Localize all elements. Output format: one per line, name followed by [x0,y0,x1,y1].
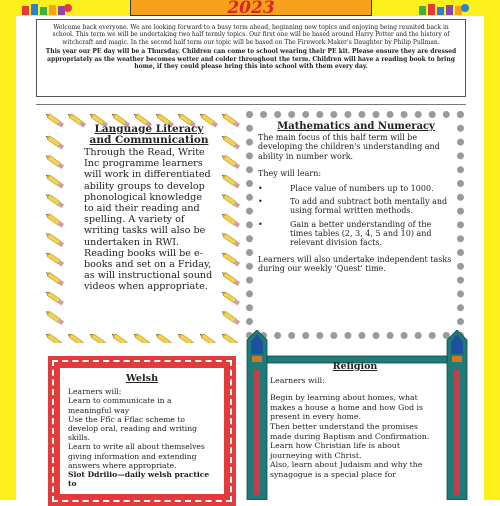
pencil-icon [45,134,64,149]
maths-list [258,184,454,247]
pencil-icon [221,112,240,127]
welsh-section [60,368,224,494]
pencil-icon [45,251,64,266]
pencil-icon [199,332,218,343]
language-body: Through the Read, Write Inc programme learners will work in differentiated ability groups to develop phonological knowledge to aid their reading and spelling. A variety of writing tasks will also be undertaken in RWI. Reading books will be e-books and set on a Friday, as will instructional sound videos when appropriate. [84,147,213,293]
pencil-icon [177,332,196,343]
pencil-icon [221,310,240,325]
pencil-icon [89,332,108,343]
religion-line [270,385,440,393]
pencil-icon [221,251,240,266]
list-item: • Place value of numbers up to 1000. [272,184,454,193]
pencil-icon [221,232,240,247]
school-logo-right [417,0,473,16]
intro-box [36,19,466,97]
maths-learn-label: They will learn: [258,168,322,178]
list-item: • To add and subtract both mentally and using formal written methods. [272,197,454,215]
pencil-icon [221,290,240,305]
pencil-icon [67,332,86,343]
divider [36,104,466,105]
pencil-icon [45,290,64,305]
pencil-icon [221,134,240,149]
pencil-icon [45,310,64,325]
pencil-icon [221,271,240,286]
religion-section [270,362,440,480]
intro-paragraph-1: Welcome back everyone. We are looking forward to a busy term ahead, beginning new topics and enjoying being reunited back in school. This term we will be undertaking two half termly topics. Our first one will be based around Harry Potter and the history of witchcraft and magic. In the second half term our topic will be based on The Firework Maker's Daughter by Philip Pullman. [52,24,450,46]
welsh-line: Slot Ddrilio—daily welsh practice to [68,470,210,489]
pencil-icon [155,332,174,343]
language-section [84,124,214,293]
welsh-line: Learners will: [68,387,122,397]
welsh-title: Welsh [125,373,159,384]
pencil-icon [221,173,240,188]
welsh-line: Learn to communicate in a meaningful way [68,396,172,415]
religion-line: Learners will: [270,375,325,385]
pencil-icon [45,193,64,208]
pencil-icon [45,232,64,247]
pencil-icon [45,173,64,188]
maths-title: Mathematics and Numeracy [277,121,435,132]
pencil-icon [221,212,240,227]
pencil-icon [133,332,152,343]
pencil-icon [45,112,64,127]
list-item: • Gain a better understanding of the times tables (2, 3, 4, 5 and 10) and relevant division facts. [272,220,454,248]
school-logo-left [20,0,76,16]
pencil-icon [45,212,64,227]
religion-line: Then better understand the promises made during Baptism and Confirmation. [270,421,430,441]
pencil-icon [45,271,64,286]
pencil-icon [221,332,240,343]
pencil-icon [221,193,240,208]
intro-paragraph-2: This year our PE day will be a Thursday. Children can come to school wearing their PE kit. Please ensure they are dressed appropriately as the weather becomes wetter and colder throughout the term. Children will have a reading book to bring home, if they could please bring this into school with them every day. [45,48,457,71]
religion-title: Religion [332,361,378,372]
maths-outro: Learners will also undertake independent tasks during our weekly 'Quest' time. [258,255,452,274]
header-year: 2023 [227,0,275,18]
pencil-icon [45,154,64,169]
welsh-frame [48,356,236,506]
religion-line: Learn how Christian life is about journeying with Christ. [270,441,400,460]
religion-line: Begin by learning about homes, what makes a house a home and how God is present in every home. [270,393,424,422]
pencil-icon [111,332,130,343]
religion-line: Also, learn about Judaism and why the synagogue is a special place for [270,460,423,479]
welsh-line: Learn to write all about themselves giving information and extending answers where appropriate. [68,442,205,470]
maths-intro: The main focus of this half term will be developing the children's understanding and ability in number work. [258,133,440,161]
pencil-icon [221,154,240,169]
welsh-line: Use the Ffîc a Fflac scheme to develop oral, reading and writing skills. [68,414,197,443]
header-banner [130,0,372,16]
pencil-icon [45,332,64,343]
maths-section [258,122,454,274]
language-title: Language Literacy and Communication [89,123,209,146]
